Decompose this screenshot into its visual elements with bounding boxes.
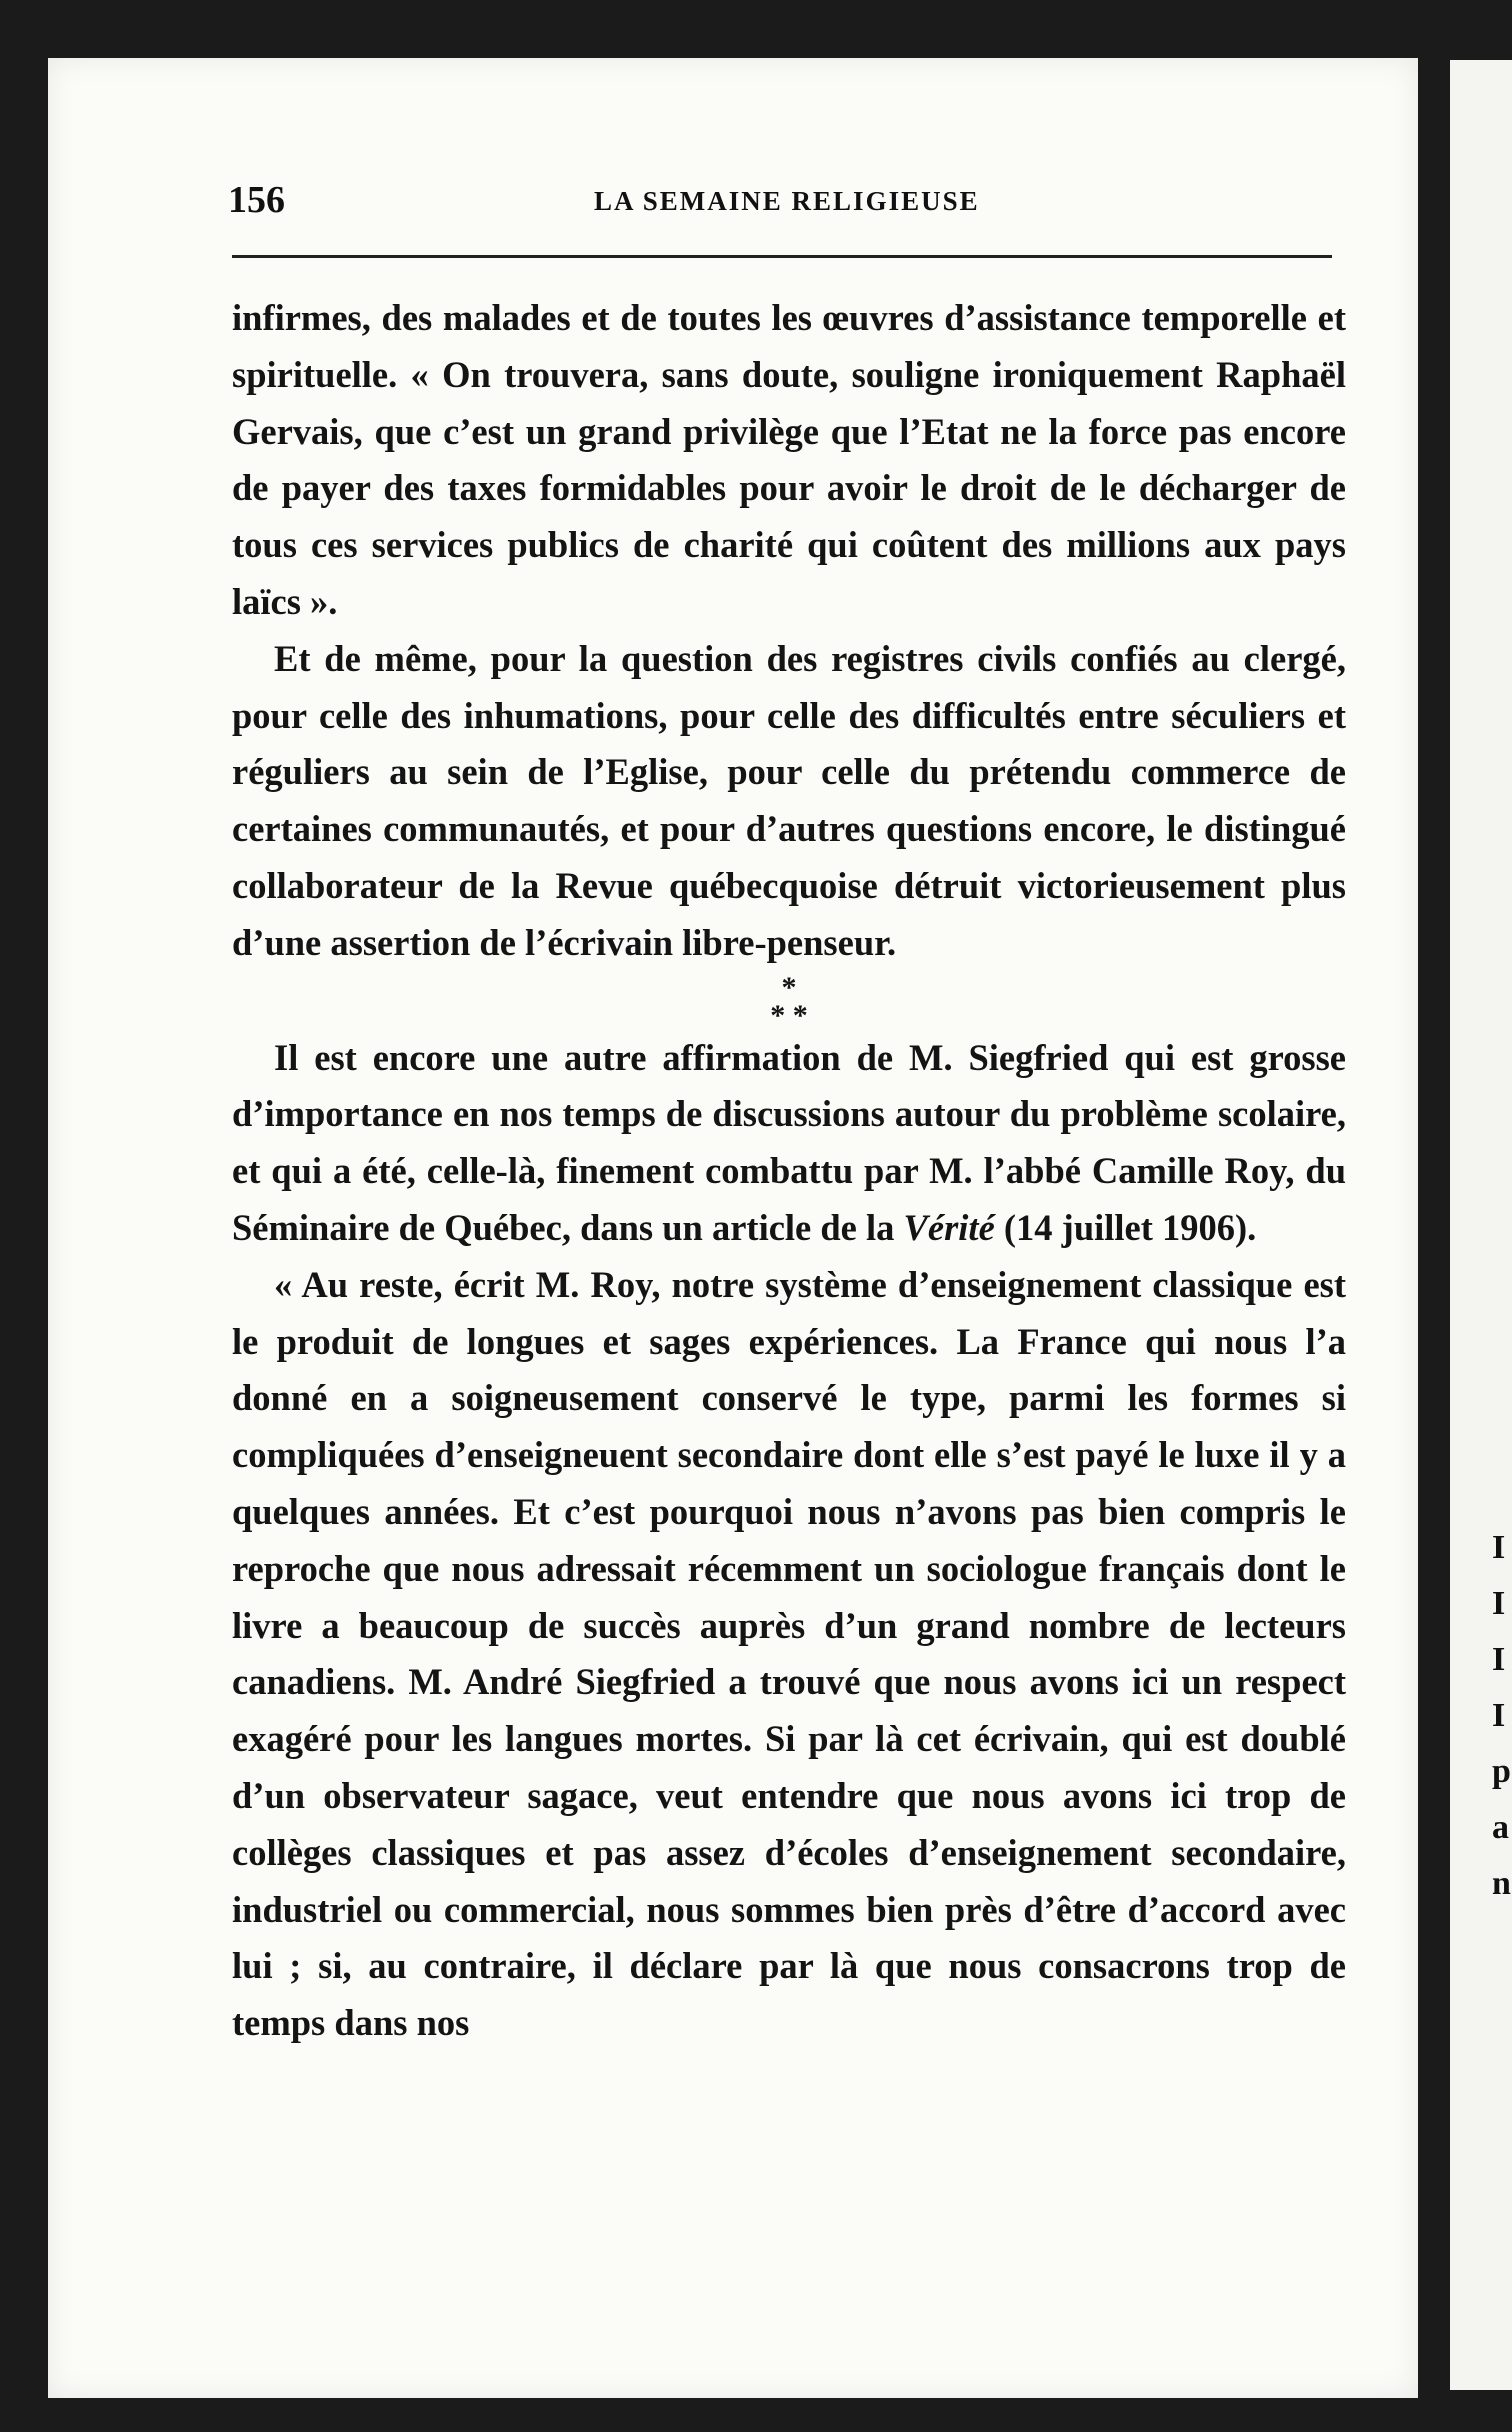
edge-letter: n: [1492, 1865, 1511, 1902]
edge-letter: p: [1492, 1753, 1511, 1790]
paragraph-3-date: (14 juillet 1906).: [994, 1206, 1257, 1248]
edge-letter: I: [1492, 1529, 1506, 1566]
paragraph-3-text: Il est encore une autre affirmation de M. Siegfried qui est grosse d’importance en nos temps de discussions autour du problème scolaire, et qui a été, celle-là, finement combattu par M. l’abbé Camille Roy, du Séminaire de Québec, dans un article de la: [232, 1036, 1346, 1248]
edge-letter: I: [1492, 1641, 1506, 1678]
header-rule: [232, 255, 1332, 258]
facing-page-letters: [1492, 1520, 1511, 1912]
paragraph-3: [232, 1030, 1346, 1257]
edge-letter: a: [1492, 1809, 1509, 1846]
paragraph-4: « Au reste, écrit M. Roy, notre système d’enseignement classique est le produit de longues et sages expériences. La France qui nous l’a donné en a soigneusement conservé le type, parmi les formes si compliquées d’enseigneuent secondaire dont elle s’est payé le luxe il y a quelques années. Et c’est pourquoi nous n’avons pas bien compris le reproche que nous adressait récemment un sociologue français dont le livre a beaucoup de succès auprès d’un grand nombre de lecteurs canadiens. M. André Siegfried a trouvé que nous avons ici un respect exagéré pour les langues mortes. Si par là cet écrivain, qui est doublé d’un observateur sagace, veut entendre que nous avons ici trop de collèges classiques et pas assez d’écoles d’enseignement secondaire, industriel ou commercial, nous sommes bien près d’être d’accord avec lui ; si, au contraire, il déclare par là que nous consacrons trop de temps dans nos: [232, 1263, 1346, 2044]
body-text: [232, 290, 1346, 2052]
paragraph-2: Et de même, pour la question des registres civils confiés au clergé, pour celle des inhumations, pour celle des difficultés entre séculiers et réguliers au sein de l’Eglise, pour celle du prétendu commerce de certaines communautés, et pour d’autres questions encore, le distingué collaborateur de la Revue québecquoise détruit victorieusement plus d’une assertion de l’écrivain libre-penseur.: [232, 637, 1346, 963]
journal-title: Vérité: [903, 1206, 995, 1248]
asterism-bottom: * *: [770, 998, 808, 1032]
page-number: 156: [228, 179, 285, 221]
page-header: [228, 178, 1338, 228]
asterism: [232, 972, 1346, 1030]
edge-letter: I: [1492, 1697, 1506, 1734]
running-head: LA SEMAINE RELIGIEUSE: [594, 186, 980, 216]
edge-letter: I: [1492, 1585, 1506, 1622]
asterism-top: *: [781, 970, 797, 1004]
paragraph-1: infirmes, des malades et de toutes les œuvres d’assistance temporelle et spirituelle. « On trouvera, sans doute, souligne ironiquement Raphaël Gervais, que c’est un grand privilège que l’Etat ne la force pas encore de payer des taxes formidables pour avoir le droit de le décharger de tous ces services publics de charité qui coûtent des millions aux pays laïcs ».: [232, 297, 1346, 622]
facing-page-edge: [1450, 60, 1512, 2390]
